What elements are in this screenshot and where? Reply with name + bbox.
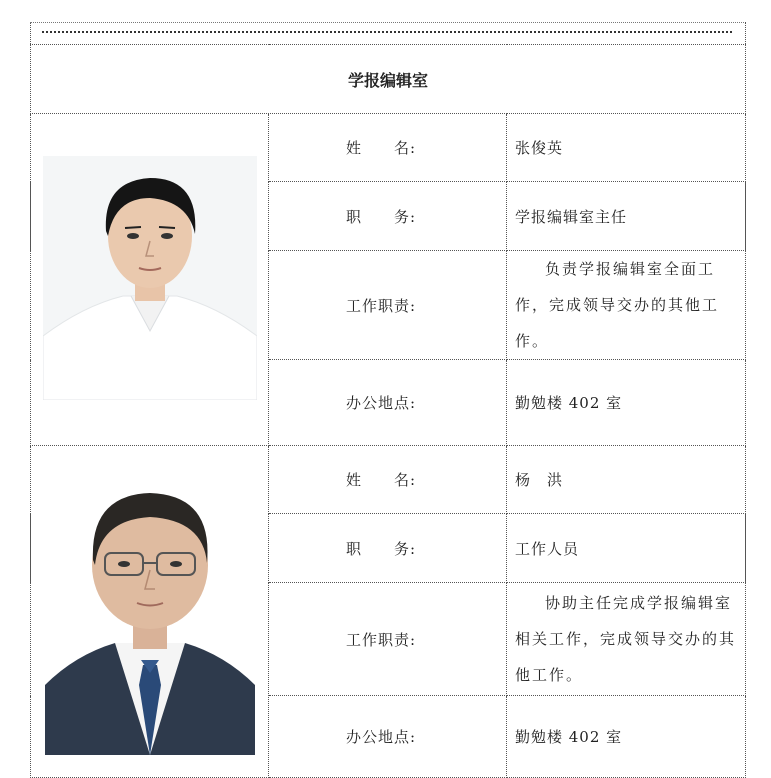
name-label: 姓 名: <box>269 114 507 182</box>
staff-table <box>30 44 746 778</box>
staff-photo-2 <box>45 465 255 755</box>
duty-label: 工作职责: <box>269 583 507 696</box>
title-label: 职 务: <box>269 514 507 583</box>
section-title: 学报编辑室 <box>31 45 746 114</box>
header-rule <box>42 31 732 33</box>
photo-cell <box>31 114 269 446</box>
table-row <box>31 114 746 182</box>
office-label: 办公地点: <box>269 696 507 778</box>
title-value: 学报编辑室主任 <box>507 182 746 251</box>
staff-photo-1 <box>43 156 257 400</box>
duty-value: 负责学报编辑室全面工作，完成领导交办的其他工作。 <box>507 251 746 360</box>
table-row <box>31 446 746 514</box>
title-value: 工作人员 <box>507 514 746 583</box>
title-label: 职 务: <box>269 182 507 251</box>
name-label: 姓 名: <box>269 446 507 514</box>
photo-cell <box>31 446 269 778</box>
duty-label: 工作职责: <box>269 251 507 360</box>
office-value: 勤勉楼 402 室 <box>507 696 746 778</box>
top-border <box>30 22 744 23</box>
duty-value: 协助主任完成学报编辑室相关工作，完成领导交办的其他工作。 <box>507 583 746 696</box>
office-label: 办公地点: <box>269 360 507 446</box>
name-value: 张俊英 <box>507 114 746 182</box>
name-value: 杨 洪 <box>507 446 746 514</box>
office-value: 勤勉楼 402 室 <box>507 360 746 446</box>
title-row <box>31 45 746 114</box>
